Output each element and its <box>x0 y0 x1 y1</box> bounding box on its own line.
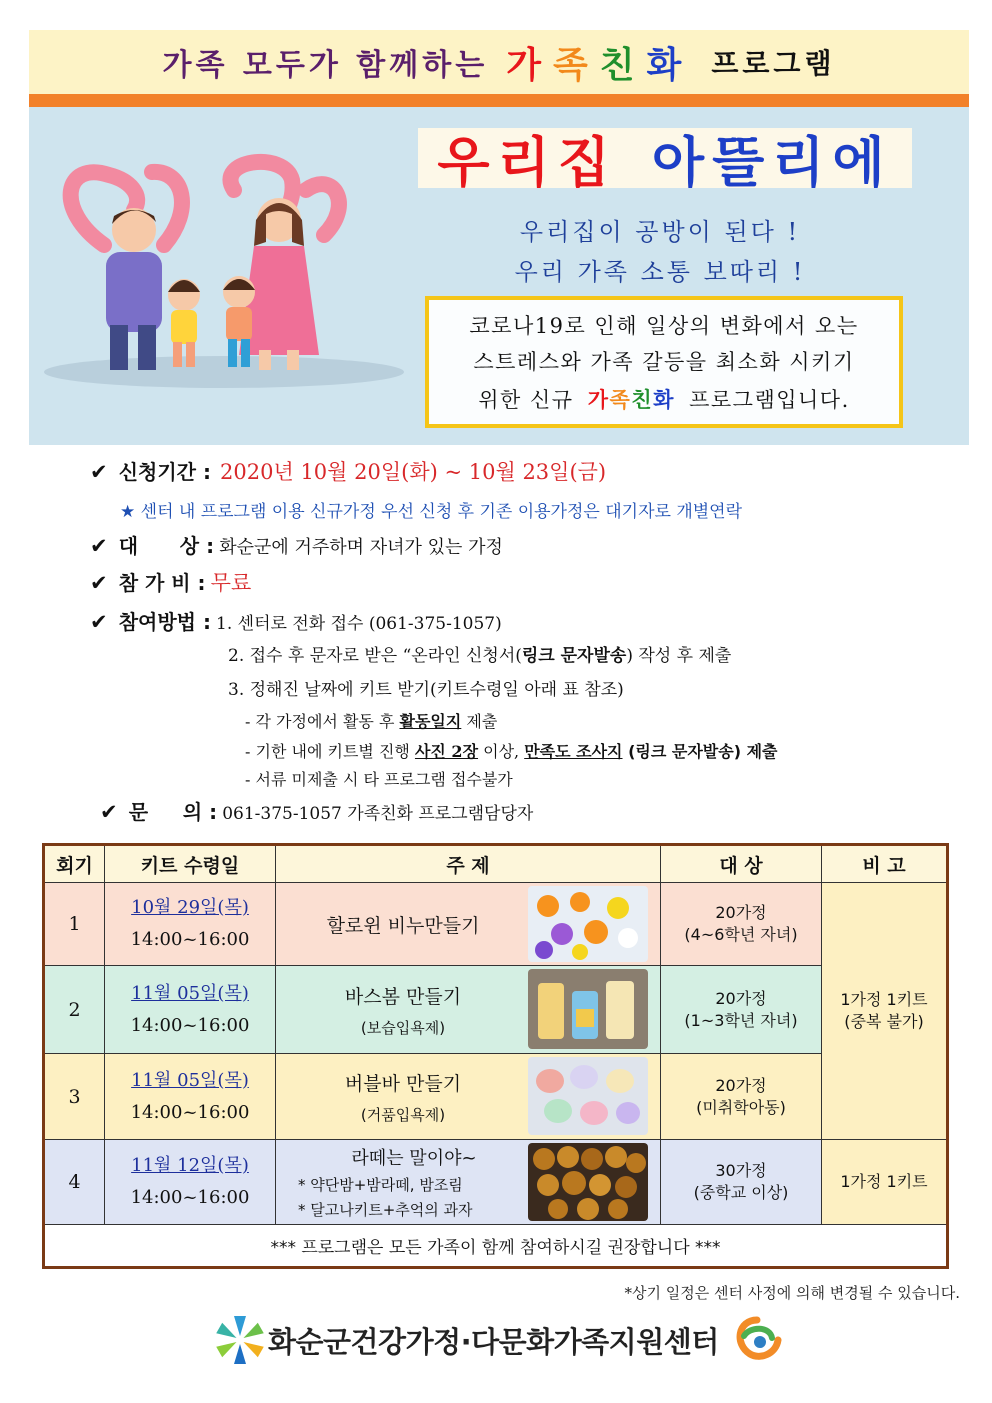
kit-date: 11월 05일(목) <box>131 1069 249 1091</box>
target-cell <box>661 883 822 966</box>
sub-2-mid: 이상, <box>478 742 525 761</box>
theme-cell <box>276 1054 661 1140</box>
target-count: 30가정 <box>715 1161 767 1180</box>
check-icon: ✔ <box>90 571 108 595</box>
table-footer-row <box>44 1225 948 1268</box>
kit-time: 14:00~16:00 <box>130 1014 250 1036</box>
intro-hl-4: 화 <box>653 388 675 412</box>
col-header-date: 키트 수령일 <box>105 845 276 883</box>
heading-prefix: 가족 모두가 함께하는 <box>162 48 489 83</box>
table-row <box>44 883 948 966</box>
target-label: 대 상 : <box>118 534 215 558</box>
center-logo-icon <box>214 1314 266 1366</box>
check-icon: ✔ <box>90 460 108 484</box>
target-group: (미취학아동) <box>696 1097 786 1117</box>
sub-item-1 <box>245 709 497 732</box>
heading-suffix: 프로그램 <box>711 47 836 80</box>
contact-value: 061-375-1057 가족친화 프로그램담당자 <box>222 804 534 824</box>
theme-cell <box>276 883 661 966</box>
check-icon: ✔ <box>100 800 118 824</box>
period-label: 신청기간 : <box>118 460 211 484</box>
heading-hl-2: 족 <box>552 44 592 86</box>
intro-hl-2: 족 <box>609 388 632 412</box>
hero-subtitle-1: 우리집이 공방이 된다 ! <box>519 218 801 246</box>
theme-subtitle: (보습입욕제) <box>360 1018 446 1037</box>
fee-row <box>90 567 251 597</box>
period-note: ★ 센터 내 프로그램 이용 신규가정 우선 신청 후 기존 이용가정은 대기자로 개별연락 <box>120 502 743 522</box>
kit-date: 11월 05일(목) <box>131 982 249 1004</box>
kit-date: 11월 12일(목) <box>131 1155 249 1176</box>
schedule-table <box>42 843 949 1269</box>
col-header-target: 대 상 <box>661 845 822 883</box>
date-cell <box>105 1140 276 1225</box>
kit-time: 14:00~16:00 <box>130 1187 250 1208</box>
contact-label: 문 의 : <box>128 800 218 824</box>
method-row <box>90 606 502 635</box>
session-no: 3 <box>44 1054 105 1140</box>
session-no: 1 <box>44 883 105 966</box>
period-row <box>90 456 606 486</box>
sub-item-3: - 서류 미제출 시 타 프로그램 접수불가 <box>245 770 513 789</box>
theme-title: 할로윈 비누만들기 <box>326 914 480 937</box>
target-value: 화순군에 거주하며 자녀가 있는 가정 <box>219 537 503 558</box>
note-line-1: 1가정 1키트 <box>840 990 928 1009</box>
table-row <box>44 966 948 1054</box>
target-cell <box>661 1140 822 1225</box>
method-label: 참여방법 : <box>118 610 211 634</box>
table-row <box>44 1140 948 1225</box>
theme-cell <box>276 1140 661 1225</box>
hero-title <box>418 128 912 194</box>
target-count: 20가정 <box>715 1075 767 1095</box>
intro-hl-3: 친 <box>631 388 654 412</box>
theme-cell <box>276 966 661 1054</box>
kit-time: 14:00~16:00 <box>130 1101 250 1123</box>
note-cell <box>822 883 948 1140</box>
family-center-emblem-icon <box>730 1314 784 1362</box>
intro-line-3-post: 프로그램입니다. <box>689 388 850 412</box>
heading-hl-3: 친 <box>599 44 639 86</box>
col-header-note: 비 고 <box>822 845 948 883</box>
contact-row <box>100 796 533 825</box>
method-2-post: ) 작성 후 제출 <box>626 646 732 666</box>
sub-2-underline-1: 사진 2장 <box>414 742 479 761</box>
family-illustration <box>34 150 414 390</box>
table-row <box>44 1054 948 1140</box>
intro-hl-1: 가 <box>587 388 610 412</box>
target-count: 20가정 <box>715 988 767 1008</box>
target-count: 20가정 <box>715 903 767 922</box>
roasted-chestnut-photo <box>528 1143 648 1221</box>
target-group: (중학교 이상) <box>693 1183 789 1202</box>
intro-line-2: 스트레스와 가족 갈등을 최소화 시키기 <box>473 350 855 374</box>
theme-bullet-1: * 약단밤+밤라떼, 밤조림 <box>298 1176 463 1194</box>
sub-1-underline: 활동일지 <box>399 712 462 731</box>
check-icon: ✔ <box>90 610 108 634</box>
theme-subtitle: (거품입욕제) <box>360 1105 446 1124</box>
theme-bullet-2: * 달고나키트+추억의 과자 <box>298 1201 473 1219</box>
session-no: 4 <box>44 1140 105 1225</box>
intro-line-1: 코로나19로 인해 일상의 변화에서 오는 <box>469 314 859 338</box>
sub-2-underline-2: 만족도 조사지 <box>524 742 623 761</box>
theme-title: 바스봄 만들기 <box>344 985 462 1008</box>
method-2-bold: 링크 문자발송 <box>521 646 627 666</box>
method-step-2 <box>228 641 731 666</box>
heading-hl-4: 화 <box>646 44 686 86</box>
sub-1-post: 제출 <box>461 712 498 731</box>
heading-hl-1: 가 <box>506 44 545 86</box>
program-heading <box>29 30 969 94</box>
theme-title: 버블바 만들기 <box>344 1072 462 1095</box>
sub-2-pre: - 기한 내에 키트별 진행 <box>245 742 415 761</box>
method-step-3: 3. 정해진 날짜에 키트 받기(키트수령일 아래 표 참조) <box>228 680 624 700</box>
theme-title: 라떼는 말이야~ <box>351 1148 477 1169</box>
col-header-theme: 주 제 <box>276 845 661 883</box>
date-cell <box>105 883 276 966</box>
bath-bomb-photo <box>528 969 648 1049</box>
kit-date: 10월 29일(목) <box>131 897 249 918</box>
hero-subtitle-2: 우리 가족 소통 보따리 ! <box>514 258 806 286</box>
bubble-bar-photo <box>528 1057 648 1135</box>
target-row <box>90 530 503 559</box>
date-cell <box>105 966 276 1054</box>
orange-divider <box>29 94 969 107</box>
hero-title-part-2: 아뜰리에 <box>651 130 893 194</box>
note-cell: 1가정 1키트 <box>822 1140 948 1225</box>
target-cell <box>661 966 822 1054</box>
method-2-pre: 2. 접수 후 문자로 받은 “온라인 신청서( <box>228 646 522 666</box>
table-footer: *** 프로그램은 모든 가족이 함께 참여하시길 권장합니다 *** <box>44 1225 948 1268</box>
date-cell <box>105 1054 276 1140</box>
fee-label: 참 가 비 : <box>118 571 206 595</box>
hero-title-part-1: 우리집 <box>437 130 618 194</box>
intro-line-3-pre: 위한 신규 <box>478 388 574 412</box>
sub-2-post: (링크 문자발송) 제출 <box>622 742 778 761</box>
note-line-2: (중복 불가) <box>844 1012 924 1031</box>
center-name: 화순군건강가정·다문화가족지원센터 <box>268 1325 719 1359</box>
disclaimer: *상기 일정은 센터 사정에 의해 변경될 수 있습니다. <box>624 1284 960 1302</box>
method-step-1: 1. 센터로 전화 접수 (061-375-1057) <box>216 614 502 634</box>
target-group: (4~6학년 자녀) <box>684 925 798 944</box>
period-value: 2020년 10월 20일(화) ~ 10월 23일(금) <box>220 460 607 484</box>
table-header-row <box>44 845 948 883</box>
halloween-soap-photo <box>528 886 648 962</box>
intro-line-3 <box>425 384 903 414</box>
col-header-session: 회기 <box>44 845 105 883</box>
sub-item-2 <box>245 739 778 762</box>
sub-1-pre: - 각 가정에서 활동 후 <box>245 712 400 731</box>
target-cell <box>661 1054 822 1140</box>
check-icon: ✔ <box>90 534 108 558</box>
target-group: (1~3학년 자녀) <box>684 1010 798 1030</box>
session-no: 2 <box>44 966 105 1054</box>
fee-value: 무료 <box>210 571 252 595</box>
kit-time: 14:00~16:00 <box>130 929 250 950</box>
